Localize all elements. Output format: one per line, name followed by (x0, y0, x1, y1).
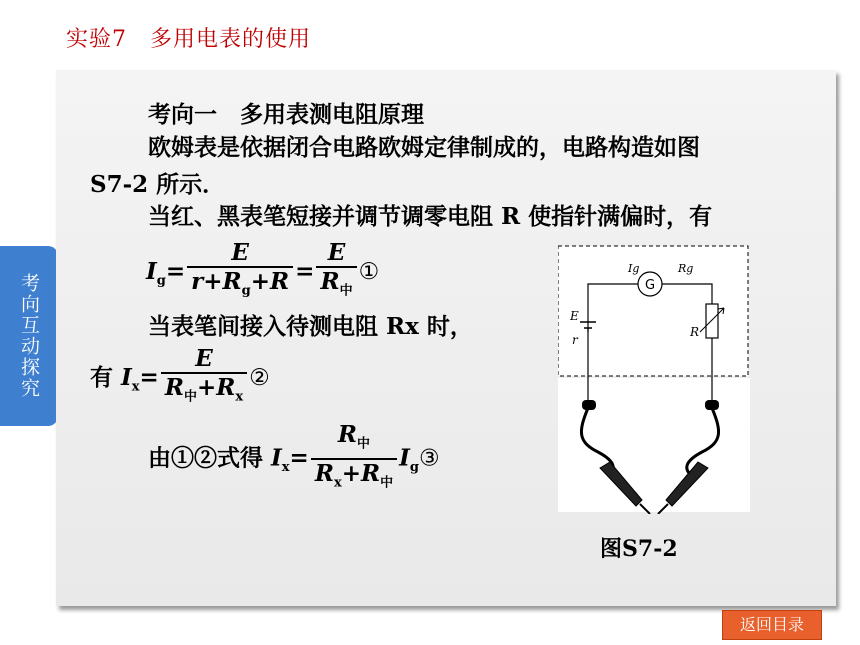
internal-r-label: r (572, 333, 578, 347)
formula-2: 有 $I_x=$ $\frac{E}{R_中+R_x}$ ② (90, 345, 270, 405)
side-tab-label: 考向互动探究 (18, 273, 40, 399)
formula-3-prefix: 由①②式得 (148, 444, 263, 472)
resistor-symbol (706, 304, 718, 338)
formula-1: $I_g=$ $\frac{E}{r+R_g+R}$ = $\frac{E}{R_中}$ ① (146, 239, 380, 299)
rg-label: Rg (678, 262, 694, 275)
figure-caption: 图S7-2 (600, 536, 678, 562)
text-line-3: 当红、黑表笔短接并调节调零电阻 R 使指针满偏时，有 (148, 203, 713, 230)
formula-3: 由①②式得 $I_x=$ $\frac{R_中}{R_x+R_中}$ $I_g③$ (148, 421, 440, 491)
back-to-toc-button[interactable]: 返回目录 (722, 610, 822, 640)
galvanometer-label: G (644, 278, 656, 293)
text-line-1: 欧姆表是依据闭合电路欧姆定律制成的，电路构造如图 (148, 134, 700, 161)
ig-label: Ig (628, 262, 640, 275)
circuit-diagram (558, 232, 750, 514)
emf-label: E (570, 309, 579, 323)
text-line-2: S7-2 所示． (90, 171, 226, 198)
resistor-label: R (690, 325, 700, 339)
side-tab[interactable] (0, 246, 58, 426)
text-line-5: 当表笔间接入待测电阻 Rx 时， (148, 313, 473, 340)
section-heading: 考向一 多用表测电阻原理 (148, 101, 424, 128)
slide-title: 实验7 多用电表的使用 (66, 27, 311, 52)
formula-2-prefix: 有 (90, 363, 113, 391)
